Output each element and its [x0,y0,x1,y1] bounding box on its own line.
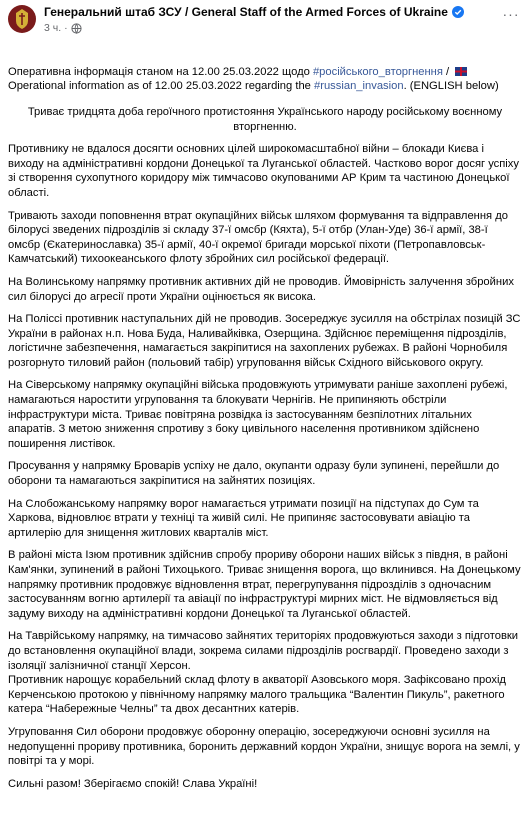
post-paragraph: Просування у напрямку Броварів успіху не дало, окупанти одразу були зупинені, перейшли до оборони та намагаються закріпитися на зайнятих позиціях. [8,460,500,488]
globe-icon [71,23,82,34]
post-paragraph: Тривають заходи поповнення втрат окупаційних військ шляхом формування та відправлення до білорусі зведених підрозділів зі складу 37-ї омсбр (Кяхта), 5-ї отбр (Улан-Уде) 36-ї армії, 38-ї омсбр (Єкатеринославка) 35-ї армії, 40-ї окремої бригади морської піхоти (Петропавловськ-Камчатський) тихоокеанського флоту збройних сил російської федерації. [8,209,508,266]
intro-en-text: Operational information as of 12.00 25.03.2022 regarding the [8,80,315,93]
post-paragraph: На Таврійському напрямку, на тимчасово зайнятих територіях продовжуються заходи з підготовки до встановлення окупаційної влади, зокрема силами підрозділів росгвардії. Проведено заходи з ізоляції залізничної станції Херсон. Противник нарощує корабельний склад флоту в акваторії Азовського моря. Зафіксовано прохід Керченською протокою у північному напрямку малого тральщика “Валентин Пикуль”, ракетного катера “Набережные Челны” та двох десантних катерів. [8,630,519,716]
intro-ua-text: Оперативна інформація станом на 12.00 25.03.2022 щодо [8,65,313,78]
post-paragraph: Противнику не вдалося досягти основних цілей широкомасштабної війни – блокади Києва і виходу на адміністративні кордони Донецької та Луганської областей. Частково ворог досяг успіху зі створення сухопутного коридору між тимчасово окупованими АР Крим та частиною Донецької області. [8,143,519,199]
uk-flag-icon [455,67,467,76]
post-body [8,42,522,791]
post-paragraph: На Сіверському напрямку окупаційні війська продовжують утримувати раніше захоплені рубежі, намагаються наростити угруповання та блокувати Чернігів. Не припиняють обстріли інфраструктури міста. Триває повітряна розвідка із застосуванням безпілотних літальних апаратів. З метою зниження спротиву з боку цивільного населення противником здійснено поширення листівок. [8,379,508,450]
post-paragraph: На Поліссі противник наступальних дій не проводив. Зосереджує зусилля на обстрілах позицій ЗС України в районах н.п. Нова Буда, Наливайківка, Озерщина. Здійснює переміщення підрозділів, логістичне забезпечення, намагається закріпитися на захоплених рубежах. В районі Чорнобиля розгорнуто тиловий район (польовий табір) угруповання військ Східного військового округу. [8,313,521,369]
post-closing: Сильні разом! Зберігаємо спокій! Слава Україні! [8,777,258,790]
post-intro [8,42,522,57]
author-name[interactable]: Генеральний штаб ЗСУ / General Staff of the Armed Forces of Ukraine [44,5,448,19]
emblem-icon [12,7,32,31]
post-paragraph: Угруповання Сил оборони продовжує оборонну операцію, зосереджуючи основні зусилля на недопущенні прориву противника, боронить державний кордон України, знищує ворога на землі, у повітрі та у морі. [8,725,520,768]
post-paragraph: Триває тридцята доба героїчного протистояння Українського народу російському воєнному вторгненню. [27,105,503,133]
post-paragraph: В районі міста Ізюм противник здійснив спробу прориву оборони наших військ з півдня, в районі Кам'янки, зупинений в районі Тихоцького. Триває знищення ворога, що вклинився. На Донецькому напрямку противник продовжує відновлення втрат, перегрупування підрозділів з одночасним застосуванням вогню артилерії та авіації по інфраструктурі мирних міст. Не відмовляється від задуму виходу на адміністративні кордони Донецької та Луганської областей. [8,549,521,620]
verified-badge-icon [452,6,464,18]
post-paragraph: На Волинському напрямку противник активних дій не проводив. Ймовірність залучення збройних сил білорусі до агресії проти України оцінюється як висока. [8,275,514,303]
post-header [8,0,522,42]
intro-en-suffix: . (ENGLISH below) [403,80,499,93]
hashtag-link[interactable]: #russian_invasion [314,80,404,93]
ukraine-flag-icon [8,44,20,53]
hashtag-link[interactable]: #російського_вторгнення [312,65,443,78]
post-time[interactable]: 3 ч. [44,22,62,34]
post-paragraph: На Слобожанському напрямку ворог намагається утримати позиції на підступах до Сум та Харкова, відновлює втрати у техніці та живій силі. Не припиняє застосовувати авіацію та артилерію для знищення житлових кварталів міст. [8,497,479,539]
more-options-icon[interactable]: ··· [502,6,520,22]
intro-separator: / [442,65,453,78]
avatar[interactable] [8,5,36,33]
dot-separator: · [64,22,68,34]
